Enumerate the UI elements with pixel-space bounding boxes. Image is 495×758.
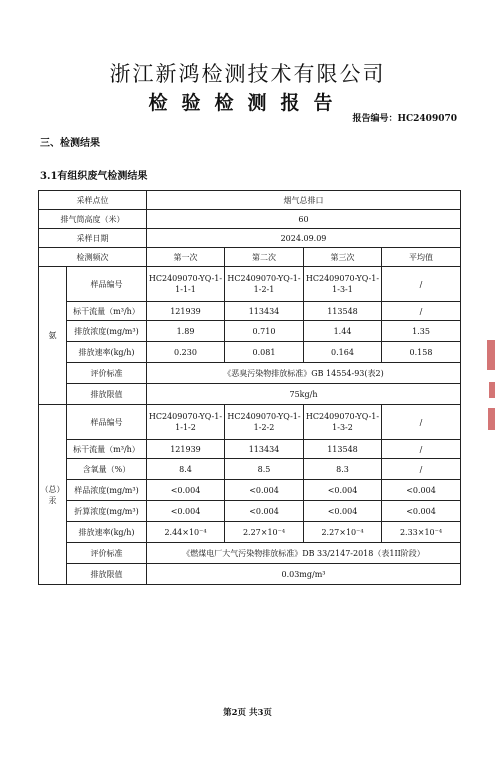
cell: HC2409070-YQ-1-1-3-1 — [304, 267, 382, 302]
cell: 113548 — [304, 440, 382, 459]
cell: HC2409070-YQ-1-1-1-1 — [147, 267, 225, 302]
table-row — [39, 543, 461, 564]
col-header-avg: 平均值 — [382, 248, 461, 267]
table-row — [39, 302, 461, 321]
table-row — [39, 321, 461, 342]
standard-label: 评价标准 — [67, 363, 147, 384]
cell: 0.230 — [147, 342, 225, 363]
row-label: 样品编号 — [67, 267, 147, 302]
cell: <0.004 — [382, 501, 461, 522]
cell: 113548 — [304, 302, 382, 321]
results-table — [38, 190, 461, 585]
col-header-2: 第二次 — [225, 248, 304, 267]
seal-mark-3 — [488, 408, 495, 430]
standard-label: 评价标准 — [67, 543, 147, 564]
row-label: 排放速率(kg/h) — [67, 522, 147, 543]
table-row — [39, 210, 461, 229]
cell: / — [382, 440, 461, 459]
report-number-label: 报告编号： — [352, 114, 398, 124]
cell: 113434 — [225, 302, 304, 321]
row-label: 标干流量（m³/h） — [67, 302, 147, 321]
cell: HC2409070-YQ-1-1-2-1 — [225, 267, 304, 302]
point-value: 烟气总排口 — [147, 191, 461, 210]
cell: 2.33×10⁻⁴ — [382, 522, 461, 543]
cell: / — [382, 267, 461, 302]
table-row — [39, 405, 461, 440]
page-footer: 第2页 共3页 — [223, 708, 272, 718]
report-number-value: HC2409070 — [397, 114, 457, 124]
cell: 0.710 — [225, 321, 304, 342]
height-value: 60 — [147, 210, 461, 229]
cell: 1.89 — [147, 321, 225, 342]
table-row — [39, 480, 461, 501]
table-row — [39, 248, 461, 267]
cell: 0.081 — [225, 342, 304, 363]
report-number — [352, 111, 457, 124]
date-value: 2024.09.09 — [147, 229, 461, 248]
cell: 8.3 — [304, 459, 382, 480]
cell: <0.004 — [382, 480, 461, 501]
date-label: 采样日期 — [39, 229, 147, 248]
cell: <0.004 — [147, 501, 225, 522]
table-row — [39, 384, 461, 405]
table-row — [39, 522, 461, 543]
limit-label: 排放限值 — [67, 384, 147, 405]
seal-mark-1 — [487, 340, 495, 370]
cell: 113434 — [225, 440, 304, 459]
cell: 121939 — [147, 440, 225, 459]
col-header-3: 第三次 — [304, 248, 382, 267]
row-label: 样品编号 — [67, 405, 147, 440]
limit-value: 0.03mg/m³ — [147, 564, 461, 585]
section-title: 三、检测结果 — [40, 138, 100, 149]
cell: 1.44 — [304, 321, 382, 342]
cell: HC2409070-YQ-1-1-3-2 — [304, 405, 382, 440]
height-label: 排气筒高度（米） — [39, 210, 147, 229]
point-label: 采样点位 — [39, 191, 147, 210]
freq-label: 检测频次 — [39, 248, 147, 267]
table-row — [39, 229, 461, 248]
company-name: 浙江新鸿检测技术有限公司 — [109, 62, 386, 86]
group-name: （总）汞 — [39, 405, 67, 585]
cell: <0.004 — [225, 480, 304, 501]
standard-value: 《恶臭污染物排放标准》GB 14554-93(表2) — [147, 363, 461, 384]
subsection-title: 3.1有组织废气检测结果 — [40, 171, 148, 182]
cell: 2.44×10⁻⁴ — [147, 522, 225, 543]
row-label: 标干流量（m³/h） — [67, 440, 147, 459]
cell: <0.004 — [304, 501, 382, 522]
cell: / — [382, 405, 461, 440]
table-row — [39, 267, 461, 302]
cell: 2.27×10⁻⁴ — [225, 522, 304, 543]
cell: 121939 — [147, 302, 225, 321]
cell: 2.27×10⁻⁴ — [304, 522, 382, 543]
limit-label: 排放限值 — [67, 564, 147, 585]
cell: 8.5 — [225, 459, 304, 480]
row-label: 含氧量（%） — [67, 459, 147, 480]
document-title: 检验检测报告 — [148, 92, 347, 114]
table-row — [39, 342, 461, 363]
row-label: 样品浓度(mg/m³) — [67, 480, 147, 501]
row-label: 折算浓度(mg/m³) — [67, 501, 147, 522]
cell: 0.164 — [304, 342, 382, 363]
table-row — [39, 564, 461, 585]
cell: / — [382, 302, 461, 321]
cell: HC2409070-YQ-1-1-1-2 — [147, 405, 225, 440]
standard-value: 《燃煤电厂大气污染物排放标准》DB 33/2147-2018（表1II阶段） — [147, 543, 461, 564]
cell: <0.004 — [147, 480, 225, 501]
table-row — [39, 459, 461, 480]
cell: 0.158 — [382, 342, 461, 363]
row-label: 排放速率(kg/h) — [67, 342, 147, 363]
table-row — [39, 501, 461, 522]
col-header-1: 第一次 — [147, 248, 225, 267]
cell: / — [382, 459, 461, 480]
table-row — [39, 440, 461, 459]
cell: HC2409070-YQ-1-1-2-2 — [225, 405, 304, 440]
seal-mark-2 — [489, 382, 495, 398]
table-row — [39, 363, 461, 384]
limit-value: 75kg/h — [147, 384, 461, 405]
table-row — [39, 191, 461, 210]
cell: <0.004 — [225, 501, 304, 522]
cell: 8.4 — [147, 459, 225, 480]
cell: <0.004 — [304, 480, 382, 501]
group-name: 氨 — [39, 267, 67, 405]
row-label: 排放浓度(mg/m³) — [67, 321, 147, 342]
cell: 1.35 — [382, 321, 461, 342]
